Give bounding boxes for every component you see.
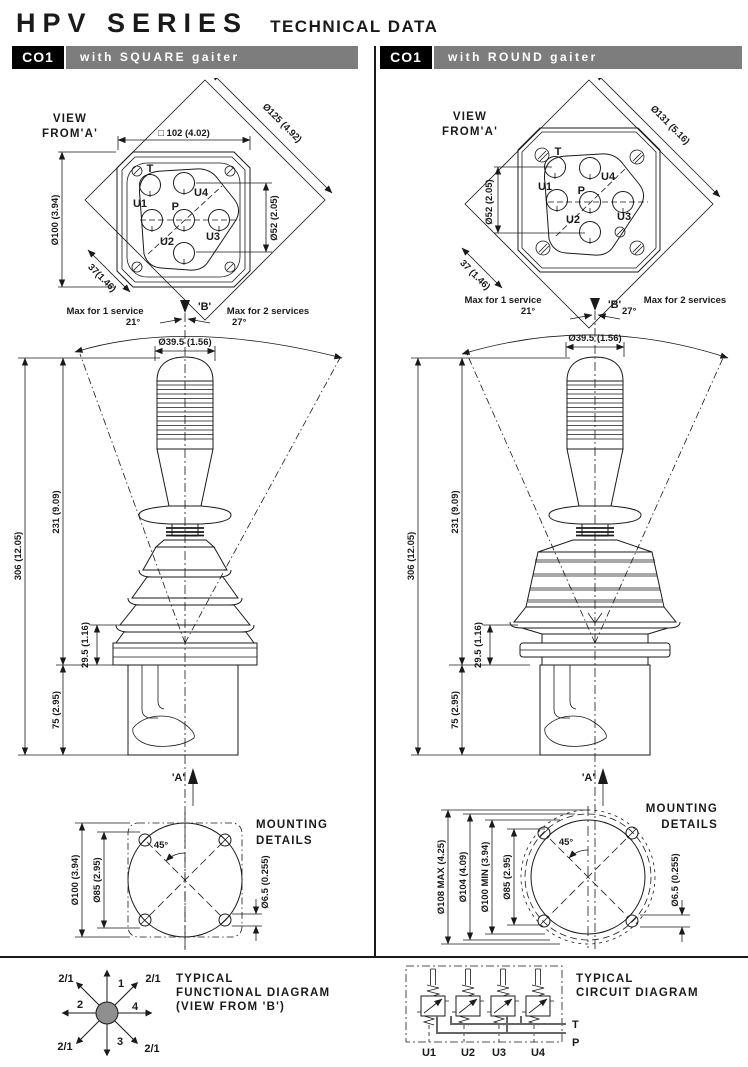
lever-side-view [13,300,342,950]
mounting-title: DETAILS [661,819,718,831]
dim-body-height: 75 (2.95) [51,690,62,730]
top-view-round-flange [442,78,720,328]
functional-diagram [57,971,330,1055]
port-holes [140,173,230,266]
a-label: 'A' [581,772,595,784]
page-subtitle: TECHNICAL DATA [270,17,439,36]
port-label-u1: U1 [132,198,147,210]
max1-angle: 21° [125,317,141,328]
mounting-angle: 45° [153,840,169,851]
dir-4: 4 [131,1001,139,1013]
port-label-u2: U2 [159,236,174,248]
a-direction-marker [188,768,198,784]
dim-total-height: 306 (12.05) [13,531,24,581]
dir-2-1: 2/1 [58,973,74,985]
dim-flange-height: 29.5 (1.16) [473,622,484,668]
max1-label: Max for 1 service [66,306,144,317]
port-label-p: P [577,185,585,197]
circuit-port-u2: U2 [460,1047,476,1059]
circuit-port-u1: U1 [421,1047,437,1059]
dim-pcd: Ø52 (2.05) [269,195,280,241]
bottom-diagrams [0,958,748,1067]
page-title: HPV SERIES [16,8,249,38]
mounting-dim-4: Ø85 (2.95) [502,854,513,900]
variant-bar-left: with SQUARE gaiter [66,46,358,69]
mounting-dim-2: Ø85 (2.95) [92,857,103,903]
port-label-u3: U3 [205,231,221,243]
mounting-hole-dim: Ø6.5 (0.255) [260,855,271,909]
dim-upper-height: 231 (9.09) [51,490,62,534]
max2-label: Max for 2 services [643,295,727,306]
port-label-t: T [146,163,154,175]
dim-offset: 37(1.46) [85,261,119,295]
knob-dim: Ø39.5 (1.56) [158,337,212,348]
dim-height: Ø100 (3.94) [50,194,61,246]
port-label-u1: U1 [537,181,552,193]
dim-diagonal: Ø131 (5.16) [647,103,692,148]
b-direction-marker [180,300,190,313]
port-label-u2: U2 [565,214,580,226]
dim-diagonal: Ø125 (4.92) [259,101,304,146]
max1-label: Max for 1 service [464,295,542,306]
mounting-title: DETAILS [256,835,313,847]
page-header [16,8,438,39]
mounting-dim-2: Ø104 (4.09) [458,851,469,903]
knob-dim: Ø39.5 (1.56) [568,333,622,344]
functional-caption: FUNCTIONAL DIAGRAM [176,987,331,999]
dim-body-height: 75 (2.95) [450,690,461,730]
t-line-label: T [572,1019,579,1031]
corner-screws [132,166,235,272]
max2-angle: 27° [622,306,637,317]
joystick-hub [96,1002,118,1024]
mounting-dim-1: Ø100 (3.94) [70,854,81,906]
functional-caption: (VIEW FROM 'B') [176,1001,286,1013]
dir-2: 2 [76,999,84,1011]
variant-bar-right: with ROUND gaiter [434,46,742,69]
lever-side-view [406,295,728,950]
dir-2-1: 2/1 [144,1043,160,1055]
dir-3: 3 [117,1036,124,1048]
max2-angle: 27° [232,317,247,328]
b-label: 'B' [608,299,622,311]
mounting-title: MOUNTING [256,819,329,831]
mounting-details-round [436,803,718,948]
a-label: 'A' [171,772,185,784]
max1-angle: 21° [520,306,536,317]
mounting-dim-1: Ø108 MAX (4.25) [436,839,447,915]
port-label-p: P [171,201,179,213]
mounting-dim-3: Ø100 MIN (3.94) [480,841,491,913]
dim-width: □ 102 (4.02) [158,128,210,139]
mounting-angle: 45° [558,837,574,848]
b-direction-marker [590,298,600,311]
dim-offset: 37 (1.46) [457,257,493,293]
functional-caption: TYPICAL [176,973,234,985]
dim-total-height: 306 (12.05) [406,531,417,581]
b-label: 'B' [198,301,212,313]
dim-upper-height: 231 (9.09) [450,490,461,534]
p-line-label: P [572,1037,580,1049]
top-view-square-flange [42,78,332,320]
circuit-diagram [406,966,699,1059]
max2-label: Max for 2 services [226,306,310,317]
circuit-port-u3: U3 [491,1047,507,1059]
circuit-caption: TYPICAL [576,973,634,985]
model-badge-left: CO1 [12,46,64,69]
square-gaiter-drawing [0,78,374,958]
dir-2-1: 2/1 [145,973,161,985]
circuit-port-u4: U4 [530,1047,546,1059]
model-badge-right: CO1 [380,46,432,69]
corner-screws [535,148,644,255]
dim-flange-height: 29.5 (1.16) [80,622,91,668]
port-label-u4: U4 [194,187,209,199]
port-label-u4: U4 [601,171,616,183]
dir-1: 1 [118,978,125,990]
mounting-title: MOUNTING [645,803,718,815]
view-from-a-label: VIEW [52,113,88,125]
round-gaiter-drawing [374,78,748,958]
view-from-a-label: FROM'A' [41,128,99,140]
port-holes [545,157,634,245]
view-from-a-label: FROM'A' [441,126,499,138]
dir-2-1: 2/1 [57,1041,73,1053]
dim-pcd: Ø52 (2.05) [484,179,495,225]
mounting-details-square [70,812,328,948]
circuit-caption: CIRCUIT DIAGRAM [576,987,699,999]
a-direction-marker [598,768,608,784]
mounting-hole-dim: Ø6.5 (0.255) [670,853,681,907]
port-label-t: T [554,146,562,158]
view-from-a-label: VIEW [452,111,488,123]
port-label-u3: U3 [617,211,632,223]
